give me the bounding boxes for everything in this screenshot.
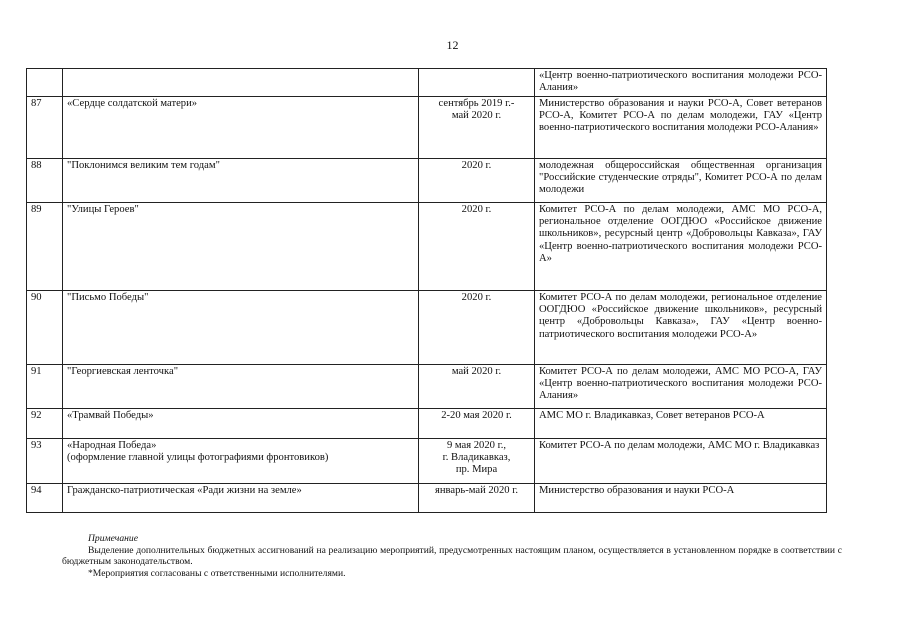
event-name-cell — [63, 439, 419, 484]
events-table — [26, 68, 827, 513]
table-row — [27, 69, 827, 97]
responsible-executors: Министерство образования и науки РСО-А — [535, 484, 827, 513]
event-date: 2-20 мая 2020 г. — [441, 410, 512, 421]
responsible-executors: Комитет РСО-А по делам молодежи, АМС МО РСО-А, ГАУ «Центр военно-патриотического воспитания молодежи РСО-Алания» — [535, 365, 827, 409]
table-row — [27, 203, 827, 291]
event-date-cell — [419, 69, 535, 97]
event-name: «Сердце солдатской матери» — [67, 98, 198, 109]
row-number — [27, 69, 63, 97]
event-date-cell — [419, 409, 535, 439]
event-date-cell — [419, 484, 535, 513]
row-number: 90 — [27, 291, 63, 365]
table-row — [27, 97, 827, 159]
event-name: "Поклонимся великим тем годам" — [67, 160, 220, 171]
notes-section — [62, 533, 842, 579]
event-name: «Народная Победа» — [67, 440, 157, 451]
event-date: 2020 г. — [461, 292, 492, 303]
table-row — [27, 439, 827, 484]
event-name: Гражданско-патриотическая «Ради жизни на земле» — [67, 485, 302, 496]
event-name-cell — [63, 409, 419, 439]
responsible-executors: молодежная общероссийская общественная организация "Российские студенческие отряды", Комитет РСО-А по делам молодежи — [535, 159, 827, 203]
event-name-cell — [63, 159, 419, 203]
event-date: 2020 г. — [461, 204, 492, 215]
row-number: 89 — [27, 203, 63, 291]
table-row — [27, 365, 827, 409]
row-number: 94 — [27, 484, 63, 513]
row-number: 88 — [27, 159, 63, 203]
event-date: май 2020 г. — [451, 110, 502, 122]
event-date-cell — [419, 159, 535, 203]
event-date-cell — [419, 365, 535, 409]
event-name-cell — [63, 484, 419, 513]
note-text: Выделение дополнительных бюджетных ассигнований на реализацию мероприятий, предусмотренных настоящим планом, осуществляется в установленном порядке в соответствии с бюджетным законодательством. — [62, 544, 842, 568]
event-name: "Георгиевская ленточка" — [67, 366, 179, 377]
event-date: 9 мая 2020 г., — [446, 440, 507, 451]
event-name-cell — [63, 203, 419, 291]
event-date: январь-май 2020 г. — [434, 485, 519, 496]
event-name: "Улицы Героев" — [67, 204, 139, 215]
row-number: 87 — [27, 97, 63, 159]
event-name-cell — [63, 69, 419, 97]
event-name: (оформление главной улицы фотографиями фронтовиков) — [67, 452, 329, 464]
table-row — [27, 484, 827, 513]
responsible-executors: Министерство образования и науки РСО-А, Совет ветеранов РСО-А, Комитет РСО-А по делам молодежи, ГАУ «Центр военно-патриотического воспитания молодежи РСО-Алания» — [535, 97, 827, 159]
table-row — [27, 409, 827, 439]
responsible-executors: «Центр военно-патриотического воспитания молодежи РСО-Алания» — [535, 69, 827, 97]
event-name: «Трамвай Победы» — [67, 410, 154, 421]
page-number: 12 — [446, 38, 459, 52]
responsible-executors: Комитет РСО-А по делам молодежи, АМС МО г. Владикавказ — [535, 439, 827, 484]
event-date: пр. Мира — [455, 464, 498, 476]
table-row — [27, 291, 827, 365]
event-date: г. Владикавказ, — [442, 452, 511, 464]
responsible-executors: Комитет РСО-А по делам молодежи, АМС МО РСО-А, региональное отделение ООГДЮО «Российское движение школьников», ресурсный центр «Добровольцы Кавказа», ГАУ «Центр военно-патриотического воспитания молодежи РСО-А» — [535, 203, 827, 291]
event-date-cell — [419, 291, 535, 365]
event-date-cell — [419, 97, 535, 159]
event-date: 2020 г. — [461, 160, 492, 171]
event-date-cell — [419, 203, 535, 291]
event-date-cell — [419, 439, 535, 484]
event-name-cell — [63, 291, 419, 365]
row-number: 93 — [27, 439, 63, 484]
event-date: май 2020 г. — [451, 366, 502, 377]
responsible-executors: Комитет РСО-А по делам молодежи, региональное отделение ООГДЮО «Российское движение школьников», ресурсный центр «Добровольцы Кавказа», ГАУ «Центр военно-патриотического воспитания молодежи РСО-А» — [535, 291, 827, 365]
table-row — [27, 159, 827, 203]
event-name-cell — [63, 97, 419, 159]
responsible-executors: АМС МО г. Владикавказ, Совет ветеранов РСО-А — [535, 409, 827, 439]
event-name-cell — [63, 365, 419, 409]
note-footnote: *Мероприятия согласованы с ответственными исполнителями. — [88, 567, 346, 579]
event-date: сентябрь 2019 г.- — [438, 98, 515, 109]
event-name: "Письмо Победы" — [67, 292, 149, 303]
row-number: 92 — [27, 409, 63, 439]
note-title: Примечание — [88, 533, 138, 544]
row-number: 91 — [27, 365, 63, 409]
events-table-body — [27, 69, 827, 513]
